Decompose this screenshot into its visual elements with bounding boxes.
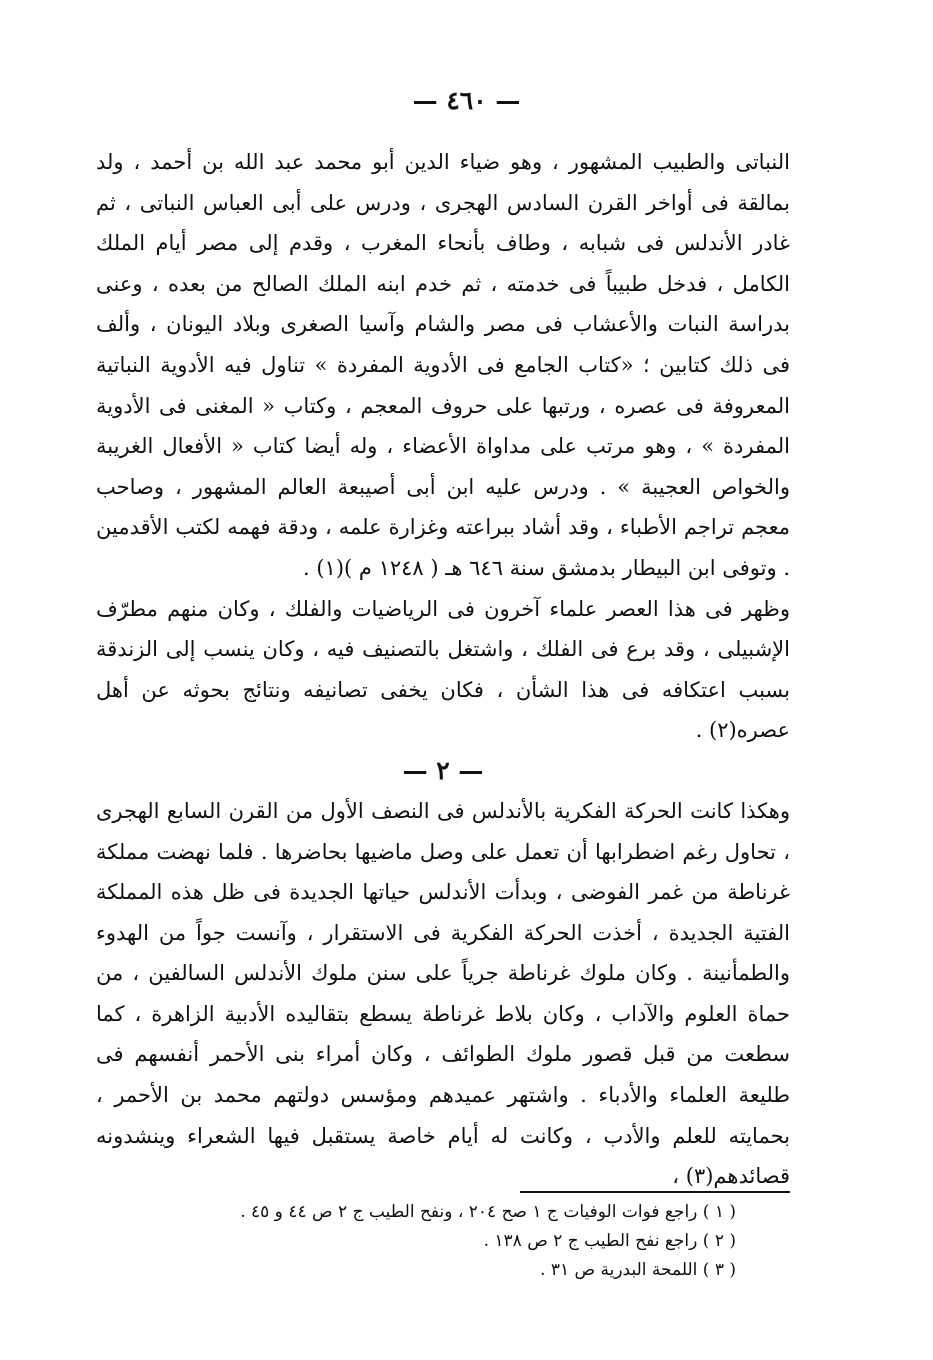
paragraph-ibn-al-baitar: النباتى والطبيب المشهور ، وهو ضياء الدين أبو محمد عبد الله بن أحمد ، ولد بمالقة فى أواخر القرن السادس الهجرى ، ودرس على أبى العباس النباتى ، ثم غادر الأندلس فى شبابه ، وطاف بأنحاء المغرب ، وقدم إلى مصر أيام الملك الكامل ، فدخل طبيباً فى خدمته ، ثم خدم ابنه الملك الصالح من بعده ، وعنى بدراسة النبات والأعشاب فى مصر والشام وآسيا الصغرى وبلاد اليونان ، وألف فى ذلك كتابين ؛ «كتاب الجامع فى الأدوية المفردة » تناول فيه الأدوية النباتية المعروفة فى عصره ، ورتبها على حروف المعجم ، وكتاب « المغنى فى الأدوية المفردة » ، وهو مرتب على مداواة الأعضاء ، وله أيضا كتاب « الأفعال الغريبة والخواص العجيبة » . ودرس عليه ابن أبى أصيبعة العالم المشهور ، وصاحب معجم تراجم الأطباء ، وقد أشاد ببراعته وغزارة علمه ، ودقة فهمه لكتب الأقدمين . وتوفى ابن البيطار بدمشق سنة ٦٤٦ هـ ( ١٢٤٨ م )(١) . — [96, 150, 790, 580]
page-number: — ٤٦٠ — — [412, 86, 521, 115]
paragraph-granada-intellectual-movement: وهكذا كانت الحركة الفكرية بالأندلس فى النصف الأول من القرن السابع الهجرى ، تحاول رغم اضطرابها أن تعمل على وصل ماضيها بحاضرها . فلما نهضت مملكة غرناطة من غمر الفوضى ، وبدأت الأندلس حياتها الجديدة فى ظل هذه المملكة الفتية الجديدة ، أخذت الحركة الفكرية فى الاستقرار ، وآنست جواً من الهدوء والطمأنينة . وكان ملوك غرناطة جرياً على سنن ملوك الأندلس السالفين ، من حماة العلوم والآداب ، وكان بلاط غرناطة يسطع بتقاليده الأدبية الزاهرة ، كما سطعت من قبل قصور ملوك الطوائف ، وكان أمراء بنى الأحمر أنفسهم فى طليعة العلماء والأدباء . واشتهر عميدهم ومؤسس دولتهم محمد بن الأحمر ، بحمايته للعلم والأدب ، وكانت له أيام خاصة يستقبل فيها الشعراء وينشدونه قصائدهم(٣) ، — [96, 798, 790, 1189]
paragraph-astronomers: وظهر فى هذا العصر علماء آخرون فى الرياضيات والفلك ، وكان منهم مطرّف الإشبيلى ، وقد برع فى الفلك ، واشتغل بالتصنيف فيه ، وكان ينسب إلى الزندقة بسبب اعتكافه فى هذا الشأن ، فكان يخفى تصانيفه ونتائج بحوثه عن أهل عصره(٢) . — [96, 596, 790, 743]
footnote-3: ( ٣ ) اللمحة البدرية ص ٣١ . — [540, 1260, 736, 1280]
footnote-separator — [520, 1191, 790, 1193]
footnote-1: ( ١ ) راجع فوات الوفيات ج ١ صح ٢٠٤ ، ونفح الطيب ج ٢ ص ٤٤ و ٤٥ . — [240, 1202, 736, 1222]
body-text — [96, 142, 790, 1197]
footnote-2: ( ٢ ) راجع نفح الطيب ج ٢ ص ١٣٨ . — [483, 1231, 736, 1251]
footnotes — [96, 1198, 736, 1285]
section-number: — ٢ — — [402, 755, 484, 785]
